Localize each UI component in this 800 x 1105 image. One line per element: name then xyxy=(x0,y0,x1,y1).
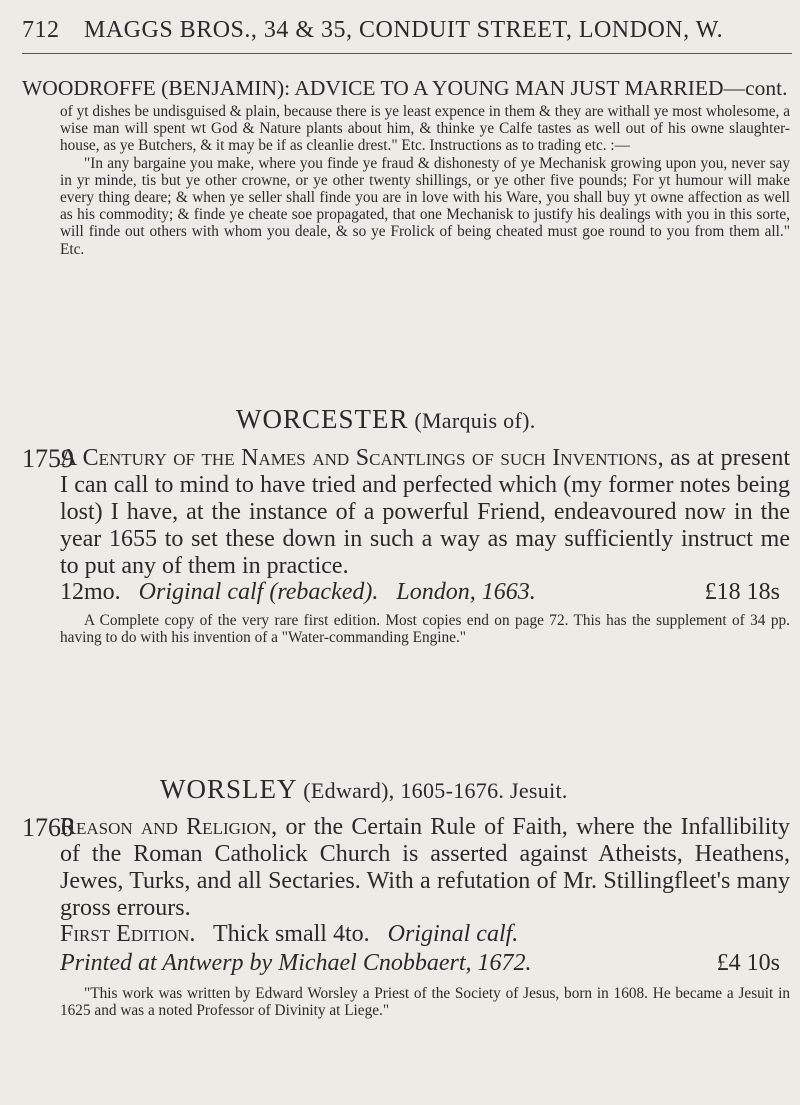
lot-number: 1760 xyxy=(22,813,74,842)
binding: Original calf. xyxy=(387,921,519,947)
lot-title xyxy=(60,445,790,580)
running-title: MAGGS BROS., 34 & 35, CONDUIT STREET, LONDON, W. xyxy=(84,17,724,43)
author-detail: (Edward), 1605-1676. Jesuit. xyxy=(297,778,568,803)
lot-note: A Complete copy of the very rare first edition. Most copies end on page 72. This has the supplement of 34 pp. having to do with his invention of a "Water-commanding Engine." xyxy=(60,612,790,647)
edition-line xyxy=(60,921,790,948)
author-name: WORSLEY xyxy=(160,774,298,804)
woodroffe-heading: WOODROFFE (BENJAMIN): ADVICE TO A YOUNG MAN JUST MARRIED—cont. xyxy=(22,76,788,100)
edition: First Edition. xyxy=(60,921,196,947)
header-rule xyxy=(22,53,792,54)
author-name: WORCESTER xyxy=(236,404,409,434)
format: 12mo. xyxy=(60,579,121,605)
lot-title xyxy=(60,814,790,922)
page-header xyxy=(22,17,792,44)
woodroffe-text xyxy=(60,103,790,258)
title-rest: as at present I can call to mind to have tried and perfected which (my former notes being lost) I have, at the instance of a powerful Friend, endeavoured now in the year 1655 to set these down in such a way as may sufficiently instruct me to put any of them in practice. xyxy=(60,445,790,579)
page-number: 712 xyxy=(22,17,60,43)
price: £4 10s xyxy=(716,950,780,976)
imprint-line xyxy=(60,950,790,977)
author-detail: (Marquis of). xyxy=(408,408,536,433)
edition-line xyxy=(60,579,790,606)
title-rest: or the Certain Rule of Faith, where the Infallibility of the Roman Catholick Church is asserted against Atheists, Heathens, Jewes, Turks, and all Sectaries. With a refutation of Mr. Stillingfleet's many gross errours. xyxy=(60,814,790,921)
lot-number: 1759 xyxy=(22,444,74,473)
binding: Original calf (rebacked). xyxy=(138,579,379,605)
author-heading-worsley xyxy=(160,774,568,805)
format: Thick small 4to. xyxy=(212,921,370,947)
woodroffe-para-1: of yt dishes be undisguised & plain, because there is ye least expence in them & they are withall ye most wholesome, a wise man will spent wt God & Nature plants about him, & thinke ye Calfe tastes as well out of his owne slaughter-house, as ye Butchers, & it may be if as cleanlie drest." Etc. Instructions as to trading etc. :— xyxy=(60,103,790,155)
price: £18 18s xyxy=(704,579,780,605)
lot-note: "This work was written by Edward Worsley a Priest of the Society of Jesus, born in 1608. He became a Jesuit in 1625 and was a noted Professor of Divinity at Liege." xyxy=(60,985,790,1020)
imprint: London, 1663. xyxy=(396,579,536,605)
author-heading-worcester xyxy=(236,404,536,435)
imprint: Printed at Antwerp by Michael Cnobbaert, 1672. xyxy=(60,950,532,976)
title-smallcaps: Reason and Religion, xyxy=(60,814,278,840)
title-smallcaps: A Century of the Names and Scantlings of such Inventions, xyxy=(60,445,664,471)
woodroffe-para-2: "In any bargaine you make, where you finde ye fraud & dishonesty of ye Mechanisk growing upon you, never say in yr minde, tis but ye other crowne, or ye other twenty shillings, or ye other five pounds; For yt humour will make every thing deare; & when ye seller shall finde you are in love with his Ware, you shall buy yt owne affection as well as his commodity; & finde ye cheate soe propagated, that one Mechanisk to justify his dealings with you in this sorte, will finde out others with whom you deale, & so ye Frolick of being cheated must goe round to you from them all." Etc. xyxy=(60,154,790,258)
